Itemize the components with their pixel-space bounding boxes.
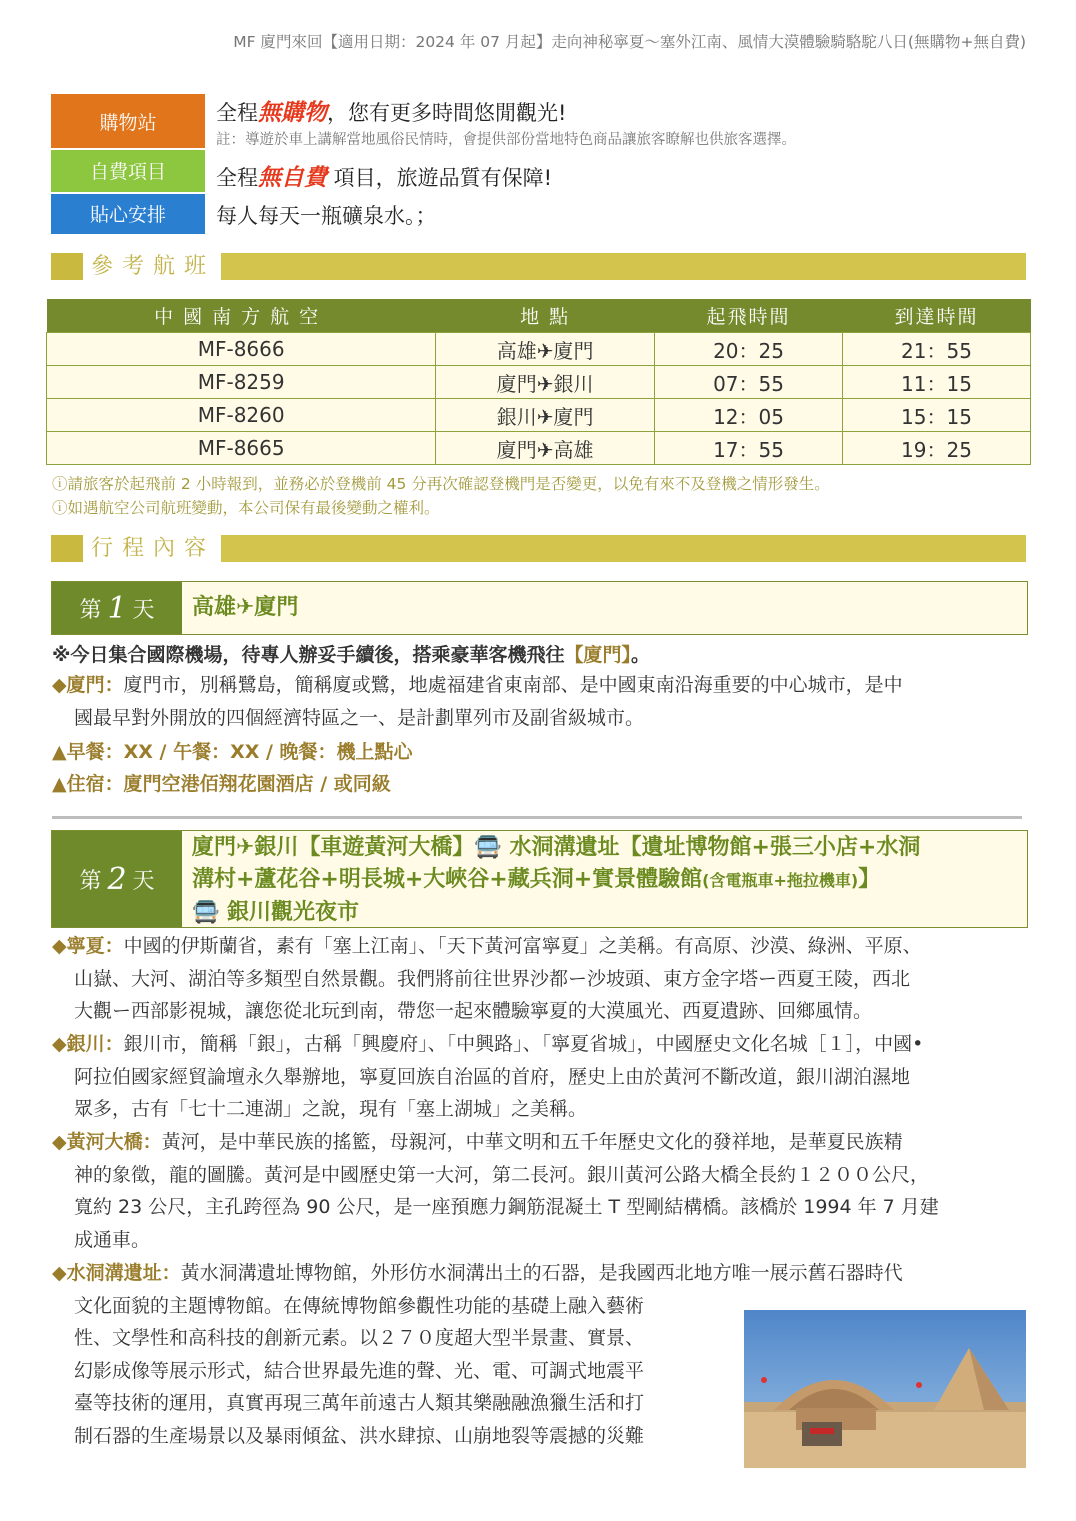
ningxia-keyword: ◆寧夏： xyxy=(52,935,124,957)
shuidonggou-keyword: ◆水洞溝遺址： xyxy=(52,1262,181,1284)
shuidonggou-line-6: 制石器的生產場景以及暴雨傾盆、洪水肆掠、山崩地裂等震撼的災難 xyxy=(74,1424,645,1447)
day1-intro-keyword: 【廈門】 xyxy=(564,644,631,666)
flight-route: 廈門✈銀川 xyxy=(436,366,655,399)
yinchuan-paragraph xyxy=(52,1028,1032,1126)
day2-title-line-1: 廈門✈銀川【車遊黃河大橋】🚍 水洞溝遺址【遺址博物館+張三小店+水洞 xyxy=(192,835,921,860)
care-tag: 貼心安排 xyxy=(51,194,205,234)
yellow-river-line-2: 神的象徵，龍的圖騰。黃河是中國歷史第一大河，第二長河。銀川黃河公路大橋全長約１２００公尺， xyxy=(74,1163,930,1186)
flight-number: MF-8666 xyxy=(47,333,436,366)
shuidonggou-line-4: 幻影成像等展示形式，結合世界最先進的聲、光、電、可調式地震平 xyxy=(74,1359,645,1382)
shuidonggou-line-5: 臺等技術的運用，真實再現三萬年前遠古人類其樂融融漁獵生活和打 xyxy=(74,1392,645,1414)
yellow-river-keyword: ◆黃河大橋： xyxy=(52,1131,162,1153)
shopping-note: 註：導遊於車上講解當地風俗民情時，會提供部份當地特色商品讓旅客瞭解也供旅客選擇。 xyxy=(216,132,796,148)
day2-title xyxy=(192,832,920,929)
flight-note-2: ⓘ如遇航空公司航班變動，本公司保有最後變動之權利。 xyxy=(52,499,440,517)
yinchuan-keyword: ◆銀川： xyxy=(52,1033,124,1055)
day1-intro xyxy=(52,640,650,667)
flight-departure: 17：55 xyxy=(655,432,843,465)
optional-emphasis: 無自費 xyxy=(258,165,327,191)
flight-departure: 07：55 xyxy=(655,366,843,399)
day2-title-line-2-main: 溝村+蘆花谷+明長城+大峽谷+藏兵洞+實景體驗館 xyxy=(192,867,703,892)
xiamen-line-1: 廈門市，別稱鷺島，簡稱廈或鷺，地處福建省東南部、是中國東南沿海重要的中心城市，是中 xyxy=(123,674,903,696)
table-row xyxy=(47,333,1031,366)
shuidonggou-line-3: 性、文學性和高科技的創新元素。以２７０度超大型半景畫、實景、 xyxy=(74,1327,645,1349)
flight-number: MF-8260 xyxy=(47,399,436,432)
yinchuan-line-1: 銀川市，簡稱「銀」，古稱「興慶府」、「中興路」、「寧夏省城」，中國歷史文化名城［１］，中國• xyxy=(123,1033,924,1055)
optional-pre: 全程 xyxy=(216,166,258,190)
yellow-river-paragraph xyxy=(52,1126,1032,1256)
day2-number-badge xyxy=(52,831,182,927)
day1-intro-post: 。 xyxy=(631,644,651,666)
ningxia-paragraph xyxy=(52,930,1032,1028)
flight-arrival: 19：25 xyxy=(843,432,1031,465)
shuidonggou-line-1: 黃水洞溝遺址博物館，外形仿水洞溝出土的石器，是我國西北地方唯一展示舊石器時代 xyxy=(180,1262,903,1284)
table-row xyxy=(47,366,1031,399)
day2-title-line-3: 🚍 銀川觀光夜市 xyxy=(192,900,360,925)
ningxia-line-3: 大觀ー西部影視城，讓您從北玩到南，帶您一起來體驗寧夏的大漠風光、西夏遺跡、回鄉風情。 xyxy=(74,1000,873,1022)
day2-title-line-2 xyxy=(192,864,920,897)
day-label-post: 天 xyxy=(132,868,155,894)
shuidonggou-line-2: 文化面貌的主題博物館。在傳統博物館參觀性功能的基礎上融入藝術 xyxy=(74,1294,645,1317)
day-label-pre: 第 xyxy=(79,868,102,894)
flight-route: 廈門✈高雄 xyxy=(436,432,655,465)
shopping-emphasis: 無購物 xyxy=(258,100,327,126)
day1-hotel: ▲住宿：廈門空港佰翔花園酒店 / 或同級 xyxy=(52,773,391,795)
col-arrival: 到達時間 xyxy=(843,299,1031,333)
itinerary-section-title: 行程內容 xyxy=(83,532,221,565)
xiamen-paragraph xyxy=(52,669,1032,734)
section-marker xyxy=(51,253,83,280)
yellow-river-line-3: 寬約 23 公尺，主孔跨徑為 90 公尺，是一座預應力鋼筋混凝土 T 型剛結構橋。該橋於 1994 年 7 月建 xyxy=(74,1196,939,1218)
ningxia-line-1: 中國的伊斯蘭省，素有「塞上江南」、「天下黃河富寧夏」之美稱。有高原、沙漠、綠洲、平原、 xyxy=(123,935,922,957)
col-route: 地 點 xyxy=(436,299,655,333)
flights-section-title: 參考航班 xyxy=(83,250,221,283)
flight-table-header xyxy=(47,299,1031,333)
care-text: 每人每天一瓶礦泉水。； xyxy=(216,204,437,228)
yellow-river-line-1: 黃河，是中華民族的搖籃，母親河，中華文明和五千年歷史文化的發祥地，是華夏民族精 xyxy=(161,1131,903,1153)
optional-tag: 自費項目 xyxy=(51,150,205,192)
divider xyxy=(52,816,1022,819)
flight-departure: 12：05 xyxy=(655,399,843,432)
day1-number-badge xyxy=(52,582,182,634)
flight-arrival: 11：15 xyxy=(843,366,1031,399)
xiamen-keyword: ◆廈門： xyxy=(52,674,124,696)
flight-route: 銀川✈廈門 xyxy=(436,399,655,432)
museum-illustration xyxy=(744,1310,1026,1468)
col-departure: 起飛時間 xyxy=(655,299,843,333)
itinerary-section-header xyxy=(51,535,1026,562)
xiamen-line-2: 國最早對外開放的四個經濟特區之一、是計劃單列市及副省級城市。 xyxy=(74,706,645,729)
day1-header xyxy=(51,581,1028,635)
page-header: MF 廈門來回【適用日期：2024 年 07 月起】走向神秘寧夏～塞外江南、風情大漠體驗騎駱駝八日(無購物+無自費) xyxy=(233,33,1026,51)
flight-table xyxy=(46,299,1031,465)
col-airline: 中國南方航空 xyxy=(47,299,436,333)
shopping-text xyxy=(216,94,566,127)
day1-title: 高雄✈廈門 xyxy=(192,595,299,620)
day2-title-line-2-note: (含電瓶車+拖拉機車) xyxy=(702,871,859,890)
optional-text xyxy=(216,159,552,192)
flight-number: MF-8665 xyxy=(47,432,436,465)
yinchuan-line-3: 眾多，古有「七十二連湖」之說，現有「塞上湖城」之美稱。 xyxy=(74,1098,588,1120)
day-label-post: 天 xyxy=(132,597,155,623)
flight-number: MF-8259 xyxy=(47,366,436,399)
shopping-tag: 購物站 xyxy=(51,94,205,148)
day-label-pre: 第 xyxy=(79,597,102,623)
table-row xyxy=(47,432,1031,465)
flight-arrival: 15：15 xyxy=(843,399,1031,432)
yellow-river-line-4: 成通車。 xyxy=(74,1228,151,1251)
section-marker xyxy=(51,535,83,562)
day-number: 2 xyxy=(107,861,127,897)
flight-note-1: ⓘ請旅客於起飛前 2 小時報到，並務必於登機前 45 分再次確認登機門是否變更，以免有來不及登機之情形發生。 xyxy=(52,475,830,493)
day2-title-line-2-end: 】 xyxy=(858,867,881,892)
table-row xyxy=(47,399,1031,432)
day1-intro-pre: ※今日集合國際機場，待專人辦妥手續後，搭乘豪華客機飛往 xyxy=(52,644,565,666)
optional-post: 項目，旅遊品質有保障! xyxy=(327,166,553,190)
flights-section-header xyxy=(51,253,1026,280)
ningxia-line-2: 山嶽、大河、湖泊等多類型自然景觀。我們將前往世界沙都ー沙坡頭、東方金字塔ー西夏王陵，西北 xyxy=(74,967,911,990)
flight-arrival: 21：55 xyxy=(843,333,1031,366)
flight-route: 高雄✈廈門 xyxy=(436,333,655,366)
day1-meals: ▲早餐：XX / 午餐：XX / 晚餐：機上點心 xyxy=(52,741,413,763)
flight-departure: 20：25 xyxy=(655,333,843,366)
shopping-pre: 全程 xyxy=(216,101,258,125)
museum-photo xyxy=(744,1310,1026,1468)
shopping-post: ，您有更多時間悠閒觀光! xyxy=(327,101,567,125)
day2-header xyxy=(51,830,1028,928)
day-number: 1 xyxy=(107,590,127,626)
yinchuan-line-2: 阿拉伯國家經貿論壇永久舉辦地，寧夏回族自治區的首府，歷史上由於黃河不斷改道，銀川湖泊濕地 xyxy=(74,1065,911,1088)
